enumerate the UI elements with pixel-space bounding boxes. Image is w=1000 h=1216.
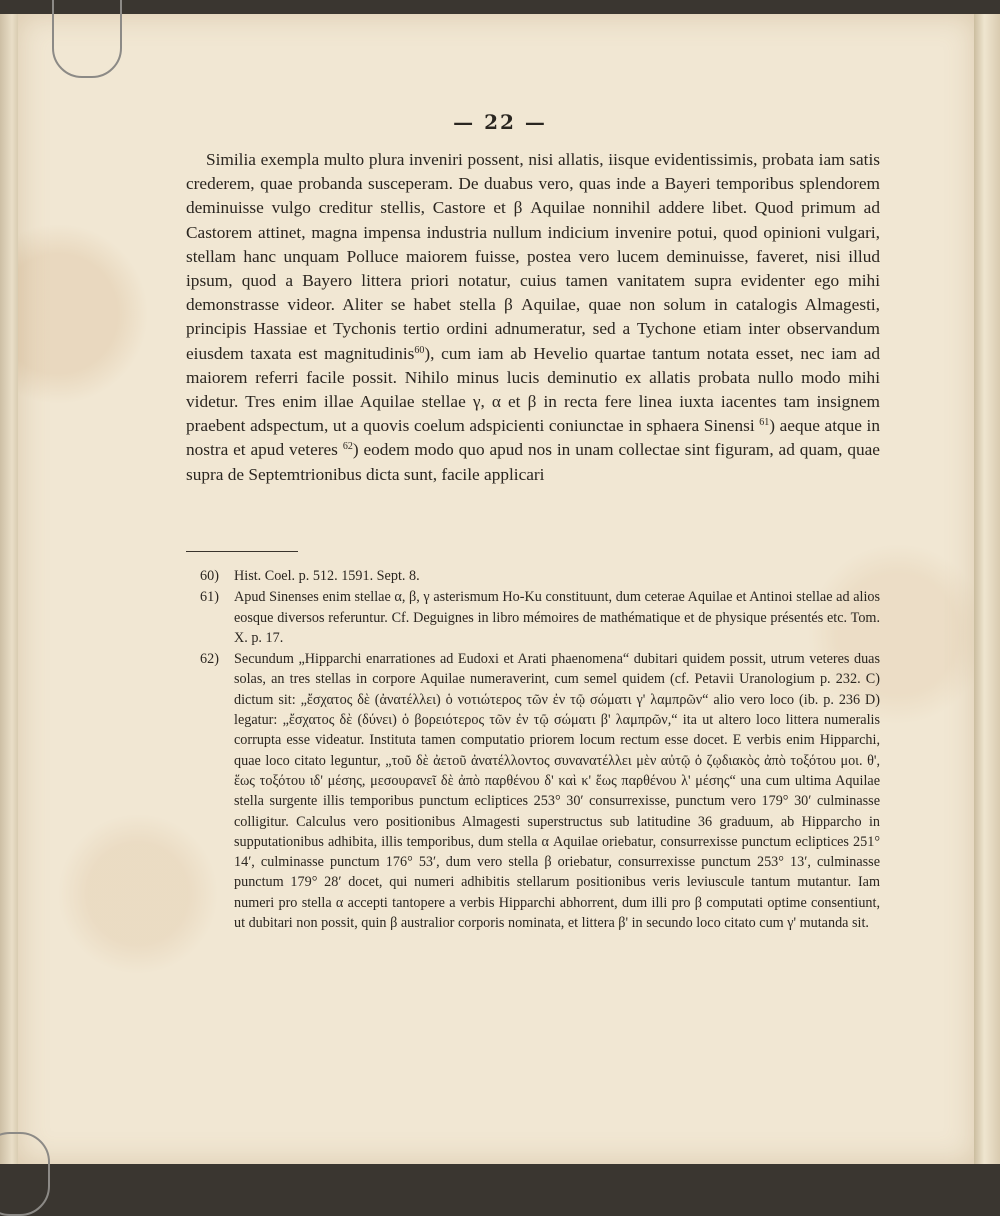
footnote-number: 62) — [200, 651, 219, 668]
footnote-ref-62: 62 — [342, 441, 353, 453]
body-text-part: ) eodem modo quo apud nos in unam collectae sint figuram, ad quam, quae supra de Septemtrionibus dicta sunt, facile applicari — [186, 440, 880, 484]
footnote-text: Hist. Coel. p. 512. 1591. Sept. 8. — [234, 568, 420, 584]
footnote-number: 60) — [200, 568, 219, 584]
body-text-part: Similia exempla multo plura inveniri possent, nisi allatis, iisque evidentissimis, probata iam satis crederem, quae probanda susceperam. De duabus vero, quas inde a Bayeri temporibus splendorem deminuisse vulgo creditur stellis, Castore et β Aquilae nonnihil addere libet. Quod primum ad Castorem attinet, magna impensa industria nullum indicium invenire potui, quod opinioni vulgari, stellam hanc unquam Polluce maiorem fuisse, postea vero lucem deminuisse, faveret, nisi illud ipsum, quod a Bayero littera priori notatur, cuius tamen vanitatem supra evidenter ego mihi demonstrasse videor. Aliter se habet stella β Aquilae, quae non solum in catalogis Almagesti, principis Hassiae et Tychonis tertio ordini adnumeratur, sed a Tychone etiam inter observandum eiusdem taxata est magnitudinis — [186, 150, 880, 363]
footnote-61 — [200, 587, 880, 648]
footnote-ref-61: 61 — [759, 417, 770, 429]
footnote-number: 61) — [200, 589, 219, 606]
footnote-ref-60: 60 — [414, 344, 425, 356]
footnote-62 — [200, 649, 880, 933]
footnote-text: Apud Sinenses enim stellae α, β, γ asterismum Ho-Ku constituunt, dum ceterae Aquilae et Antinoi stellae ad alios eosque diversos referuntur. Cf. Deguignes in libro mémoires de mathématique et de physique présentés etc. Tom. X. p. 17. — [234, 589, 880, 646]
book-right-edge — [974, 14, 1000, 1164]
page-number: — 22 — — [453, 110, 547, 134]
footnotes — [200, 566, 880, 934]
footnote-60 — [200, 566, 880, 586]
book-left-edge — [0, 14, 20, 1164]
footnote-text: Secundum „Hipparchi enarrationes ad Eudoxi et Arati phaenomena“ dubitari quidem possit, utrum veteres duas solas, an tres stellas in corpore Aquilae numeraverint, cum semel quidem (cf. Petavii Uranologium p. 232. C) dictum sit: „ἔσχατος δὲ (ἀνατέλλει) ὁ νοτιώτερος τῶν ἐν τῷ σώματι γ' λαμπρῶν“ alio vero loco (ib. p. 236 D) legatur: „ἔσχατος δὲ (δύνει) ὁ βορειότερος τῶν ἐν τῷ σώματι β' λαμπρῶν,“ ita ut altero loco littera numeralis corrupta esse videatur. Instituta tamen computatio priorem locum rectum esse docet. E verbis enim Hipparchi, quae loco citato leguntur, „τοῦ δὲ ἀετοῦ ἀνατέλλοντος συνανατέλλει μὲν αὐτῷ ὁ ζῳδιακὸς ἀπὸ τοξότου μοι. θ', ἕως τοξότου ιδ' μέσης, μεσουρανεῖ δὲ ἀπὸ παρθένου δ' καὶ κ' ἕως παρθένου λ' μέσης“ una cum ultima Aquilae stella surgente illis temporibus punctum ecliptices 253° 30′ consurrexisse, punctum vero 179° 30′ culminasse colligitur. Calculus vero positionibus Almagesti superstructus sub latitudine 36 graduum, ab Hipparcho in supputationibus adhibita, illis temporibus, dum stella α Aquilae oriebatur, consurrexisse punctum ecliptices 251° 14′, culminasse punctum 176° 53′, dum vero stella β oriebatur, consurrexisse punctum 253° 13′, culminasse punctum 179° 28′ docet, qui numeri adhibitis stellarum positionibus veris leviuscule tantum mutantur. Iam numeri pro stella α accepti tantopere a verbis Hipparchi abhorrent, dum illi pro β computati optime consentiunt, ut dubitari non possit, quin β australior corporis nominata, et littera β' in secundo loco citato cum γ' mutanda sit. — [234, 651, 880, 932]
body-text-part: ), cum iam ab Hevelio quartae tantum notata esset, nec iam ad maiorem referri facile possit. Nihilo minus lucis deminutio ex allatis probata nullo modo mihi videtur. Tres enim illae Aquilae stellae γ, α et β in recta fere linea iuxta iacentes tam insignem praebent adspectum, ut a quovis coelum adspicienti coniunctae in sphaera Sinensi — [186, 343, 881, 436]
body-text-part: ) aeque atque in nostra et apud veteres — [186, 416, 880, 460]
footnote-divider — [186, 551, 298, 552]
main-paragraph — [186, 148, 880, 487]
paper-clip-icon — [0, 1132, 50, 1216]
paper-clip-icon — [52, 0, 122, 78]
